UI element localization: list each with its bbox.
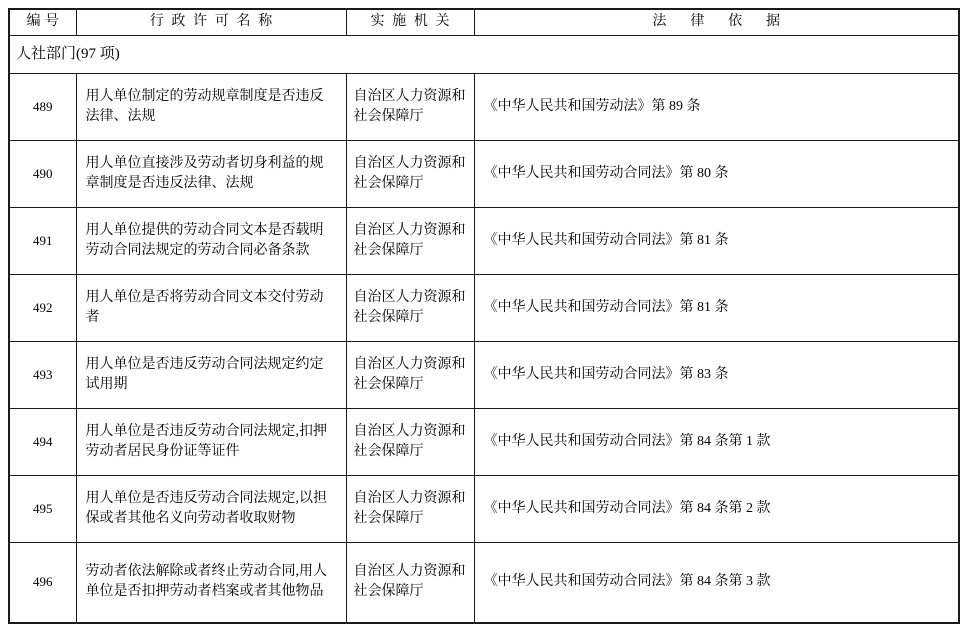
agency-cell: 自治区人力资源和社会保障厅 (346, 73, 474, 140)
row-number-cell: 492 (9, 274, 76, 341)
legal-basis-cell: 《中华人民共和国劳动合同法》第 83 条 (474, 341, 959, 408)
table-row (9, 207, 959, 274)
permit-name-cell: 用人单位是否违反劳动合同法规定约定试用期 (76, 341, 346, 408)
agency-cell: 自治区人力资源和社会保障厅 (346, 207, 474, 274)
legal-basis-cell: 《中华人民共和国劳动合同法》第 80 条 (474, 140, 959, 207)
section-label: 人社部门(97 项) (9, 35, 959, 73)
table-row (9, 341, 959, 408)
column-header-agency: 实施机关 (346, 9, 474, 35)
permit-name-cell: 用人单位直接涉及劳动者切身利益的规章制度是否违反法律、法规 (76, 140, 346, 207)
permit-name-cell: 用人单位是否将劳动合同文本交付劳动者 (76, 274, 346, 341)
legal-basis-cell: 《中华人民共和国劳动法》第 89 条 (474, 73, 959, 140)
row-number-cell: 489 (9, 73, 76, 140)
permit-name-cell: 用人单位是否违反劳动合同法规定,以担保或者其他名义向劳动者收取财物 (76, 475, 346, 542)
permit-name-cell: 用人单位是否违反劳动合同法规定,扣押劳动者居民身份证等证件 (76, 408, 346, 475)
agency-cell: 自治区人力资源和社会保障厅 (346, 140, 474, 207)
legal-basis-cell: 《中华人民共和国劳动合同法》第 81 条 (474, 207, 959, 274)
column-header-number: 编号 (9, 9, 76, 35)
row-number-cell: 494 (9, 408, 76, 475)
table-row (9, 475, 959, 542)
table-row (9, 542, 959, 623)
agency-cell: 自治区人力资源和社会保障厅 (346, 542, 474, 623)
table-row (9, 140, 959, 207)
permits-table (8, 8, 960, 624)
header-row (9, 9, 959, 35)
agency-cell: 自治区人力资源和社会保障厅 (346, 475, 474, 542)
table-row (9, 274, 959, 341)
row-number-cell: 490 (9, 140, 76, 207)
agency-cell: 自治区人力资源和社会保障厅 (346, 274, 474, 341)
row-number-cell: 495 (9, 475, 76, 542)
agency-cell: 自治区人力资源和社会保障厅 (346, 341, 474, 408)
section-row (9, 35, 959, 73)
row-number-cell: 496 (9, 542, 76, 623)
row-number-cell: 491 (9, 207, 76, 274)
column-header-legal-basis: 法律依据 (474, 9, 959, 35)
legal-basis-cell: 《中华人民共和国劳动合同法》第 84 条第 2 款 (474, 475, 959, 542)
row-number-cell: 493 (9, 341, 76, 408)
legal-basis-cell: 《中华人民共和国劳动合同法》第 84 条第 3 款 (474, 542, 959, 623)
permit-name-cell: 用人单位制定的劳动规章制度是否违反法律、法规 (76, 73, 346, 140)
table-row (9, 408, 959, 475)
table-row (9, 73, 959, 140)
legal-basis-cell: 《中华人民共和国劳动合同法》第 81 条 (474, 274, 959, 341)
column-header-permit-name: 行政许可名称 (76, 9, 346, 35)
legal-basis-cell: 《中华人民共和国劳动合同法》第 84 条第 1 款 (474, 408, 959, 475)
permit-name-cell: 用人单位提供的劳动合同文本是否载明劳动合同法规定的劳动合同必备条款 (76, 207, 346, 274)
permit-name-cell: 劳动者依法解除或者终止劳动合同,用人单位是否扣押劳动者档案或者其他物品 (76, 542, 346, 623)
agency-cell: 自治区人力资源和社会保障厅 (346, 408, 474, 475)
